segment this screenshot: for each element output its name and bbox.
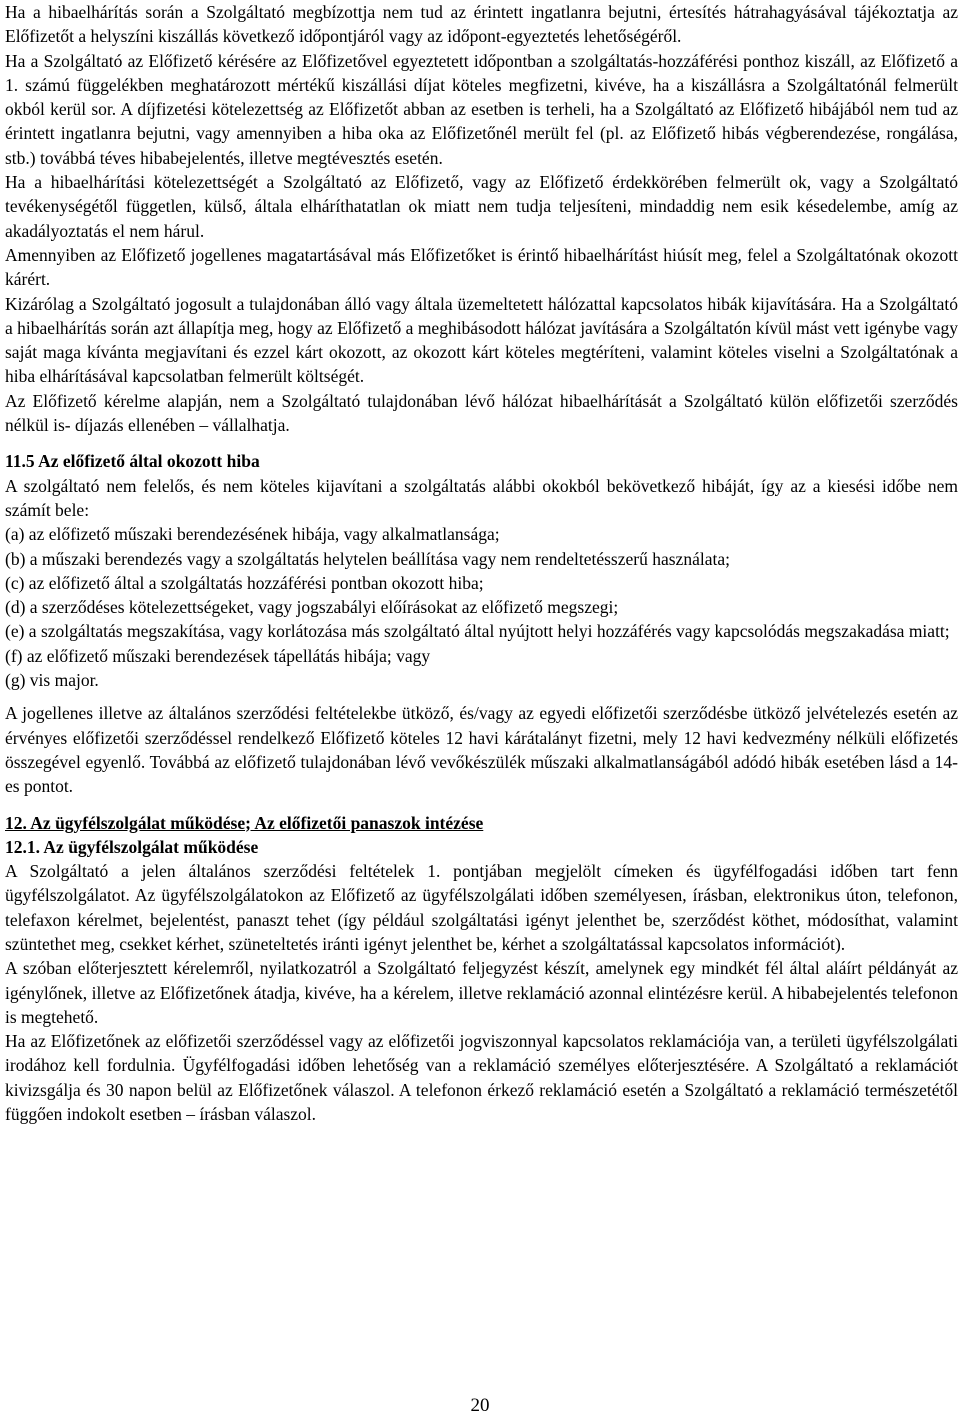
list-item-a: (a) az előfizető műszaki berendezésének hibája, vagy alkalmatlansága; [5,524,500,545]
list-item-c: (c) az előfizető által a szolgáltatás hozzáférési pontban okozott hiba; [5,572,484,593]
document-page [5,0,958,1126]
list-item-f: (f) az előfizető műszaki berendezések tápellátás hibája; vagy [5,645,431,666]
paragraph-customer-service: A Szolgáltató a jelen általános szerződési feltételek 1. pontjában megjelölt címeken és ügyfélfogadási időben tart fenn ügyfélszolgálatot. Az ügyfélszolgálatokon az Előfizető az ügyfélszolgálati időben személyesen, írásban, elektronikus úton, telefonon, telefaxon kérelmet, bejelentést, panaszt tehet (így például szolgáltatási igényt jelenthet be, szerződést köthet, módosíthat, valamint szüntethet meg, csekket kérhet, szüneteltetés iránti igényt jelenthet be, kérhet a szolgáltatással kapcsolatos információt). [5,861,958,954]
paragraph-oral-request: A szóban előterjesztett kérelemről, nyilatkozatról a Szolgáltató feljegyzést készít, amelynek egy mindkét fél által aláírt példányát az igénylőnek, illetve az Előfizetőnek átadja, kivéve, ha a kérelem, illetve reklamáció azonnal elintézésre kerül. A hibabejelentés telefonon is megtehető. [5,958,958,1027]
paragraph-unlawful-conduct: Amennyiben az Előfizető jogellenes magatartásával más Előfizetőket is érintő hibaelhárítást hiúsít meg, felel a Szolgáltatónak okozott kárért. [5,244,958,290]
list-item-b: (b) a műszaki berendezés vagy a szolgáltatás helytelen beállítása vagy nem rendeltetésszerű használata; [5,548,730,569]
spacer [5,437,958,449]
page-number: 20 [470,1395,490,1416]
section-heading-11-5: 11.5 Az előfizető által okozott hiba [5,451,260,472]
spacer [5,692,958,701]
section-11-5-intro: A szolgáltató nem felelős, és nem köteles kijavítani a szolgáltatás alábbi okokból bekövetkező hibáját, így az a kiesési időbe nem számít bele: [5,475,958,520]
paragraph-access-failure: Ha a hibaelhárítás során a Szolgáltató megbízottja nem tud az érintett ingatlanra bejutni, értesítés hátrahagyásával tájékoztatja az Előfizetőt a helyszíni kiszállás következő időpontjáról vagy az időpont-egyeztetés lehetőségéről. [5,2,958,47]
list-item-g: (g) vis major. [5,670,99,691]
spacer [5,799,958,811]
paragraph-complaint: Ha az Előfizetőnek az előfizetői szerződéssel vagy az előfizetői jogviszonnyal kapcsolatos reklamációja van, a területi ügyfélszolgálati irodához kell fordulnia. Ügyfélfogadási időben lehetőség van a reklamáció személyes előterjesztésére. A Szolgáltató a reklamációt kivizsgálja és 30 napon belül az Előfizetőnek válaszol. A telefonon érkező reklamáció esetén a Szolgáltató a reklamáció természetétől függően indokolt esetben – írásban válaszol. [5,1031,958,1125]
paragraph-obstruction: Ha a hibaelhárítási kötelezettségét a Szolgáltató az Előfizető, vagy az Előfizető érdekkörében felmerült ok, vagy a Szolgáltató tevékenységétől független, külső, általa elháríthatatlan ok miatt nem tudja teljesíteni, mindaddig nem esik késedelembe, amíg az akadályoztatás el nem hárul. [5,172,958,241]
paragraph-third-party-network: Az Előfizető kérelme alapján, nem a Szolgáltató tulajdonában lévő hálózat hibaelhárítását a Szolgáltató külön előfizetői szerződés nélkül is- díjazás ellenében – vállalhatja. [5,390,958,436]
section-heading-12-1: 12.1. Az ügyfélszolgálat működése [5,836,259,857]
section-heading-12: 12. Az ügyfélszolgálat működése; Az előfizetői panaszok intézése [5,812,484,833]
section-11-5-closing: A jogellenes illetve az általános szerződési feltételekbe ütköző, és/vagy az egyedi előfizetői szerződésbe ütköző jelvételezés esetén az érvényes előfizetői szerződéssel rendelkező Előfizető köteles 12 havi kárátalányt fizetni, mely 12 havi kedvezmény nélküli előfizetés összegével egyenlő. Továbbá az előfizető tulajdonában lévő vevőkészülék műszaki alkalmatlanságából adódó hibák esetében lásd a 14-es pontot. [5,703,958,797]
paragraph-callout-fee: Ha a Szolgáltató az Előfizető kérésére az Előfizetővel egyeztetett időpontban a szolgáltatás-hozzáférési ponthoz kiszáll, az Előfizető a 1. számú függelékben meghatározott mértékű kiszállási díjat köteles megfizetni, kivéve, ha a kiszállásra a Szolgáltatónál felmerült okból kerül sor. A díjfizetési kötelezettség az Előfizetőt abban az esetben is terheli, ha a Szolgáltató az Előfizető hibájából nem tud az érintett ingatlanra bejutni, vagy amennyiben a hiba oka az Előfizetőnél merült fel (pl. az Előfizető hibás végberendezése, rongálása, stb.) továbbá téves hibabejelentés, illetve megtévesztés esetén. [5,50,958,168]
list-item-e: (e) a szolgáltatás megszakítása, vagy korlátozása más szolgáltató által nyújtott helyi hozzáférés vagy kapcsolódás megszakadása miatt; [5,621,950,642]
paragraph-exclusive-repair: Kizárólag a Szolgáltató jogosult a tulajdonában álló vagy általa üzemeltetett hálózattal kapcsolatos hibák kijavítására. Ha a Szolgáltató a hibaelhárítás során azt állapítja meg, hogy az Előfizető a meghibásodott hálózat javítására a Szolgáltatón kívül mást vett igénybe vagy saját maga kívánta megjavítani és ezzel kárt okozott, az okozott kárt köteles megtéríteni, valamint köteles viselni a Szolgáltatónak a hiba elhárításával kapcsolatban felmerült költségét. [5,293,958,387]
list-item-d: (d) a szerződéses kötelezettségeket, vagy jogszabályi előírásokat az előfizető megszegi; [5,597,619,618]
